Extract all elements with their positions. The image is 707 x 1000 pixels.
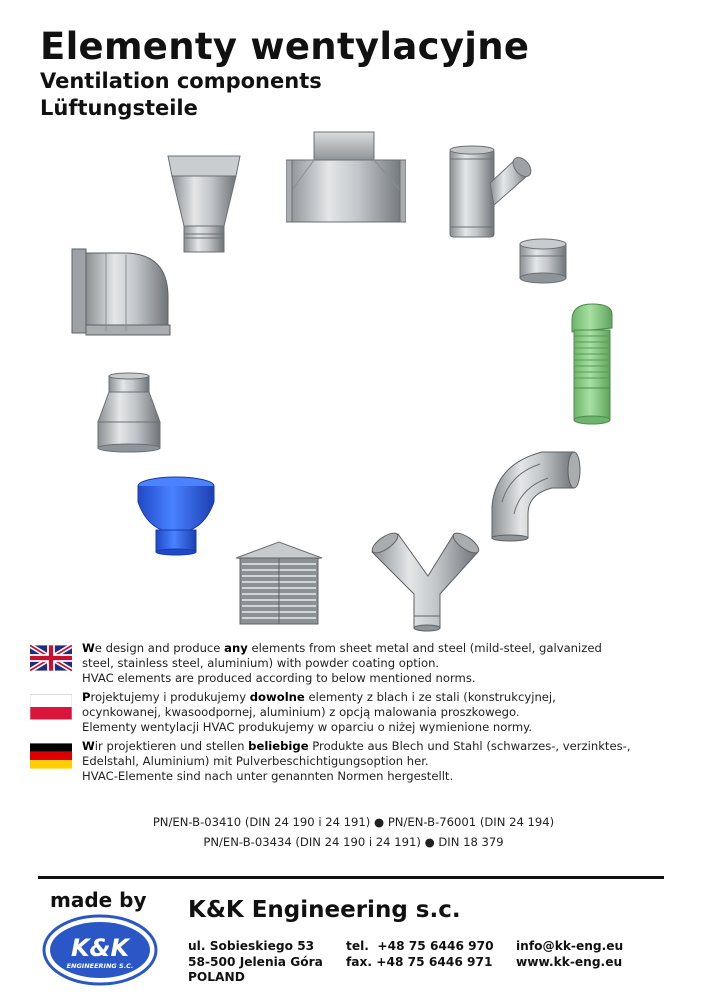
rectangular-elbow-icon [70, 245, 174, 337]
page-title: Elementy wentylacyjne [40, 25, 530, 68]
product-rect-elbow [70, 245, 174, 337]
company-name: K&K Engineering s.c. [188, 897, 461, 923]
round-branch-tee-icon [446, 145, 532, 241]
company-phones: tel. +48 75 6446 970 fax. +48 75 6446 971 [346, 939, 494, 969]
round-segmented-elbow-icon [488, 444, 584, 542]
rectangular-tee-icon [286, 130, 406, 226]
blue-vent-cap-icon [134, 474, 218, 558]
round-coupler-icon [518, 238, 568, 284]
product-rect-round-transition [164, 154, 244, 256]
round-y-branch-icon [368, 530, 482, 634]
footer-divider [38, 876, 664, 879]
rectangular-to-round-transition-icon [164, 154, 244, 256]
company-address: ul. Sobieskiego 53 58-500 Jelenia Góra POLAND [188, 939, 323, 984]
norms-line-1: PN/EN-B-03410 (DIN 24 190 i 24 191) ● PN/EN-B-76001 (DIN 24 194) [152, 815, 555, 829]
product-louvered-box-vent [234, 540, 324, 628]
lang-row-polish [30, 690, 680, 738]
germany-flag-icon [30, 743, 72, 769]
product-green-rooftop-vent [566, 302, 618, 426]
round-reducer-icon [94, 372, 164, 454]
title-block [40, 26, 529, 122]
logo-text: K&K [70, 934, 130, 962]
product-blue-vent-cap [134, 474, 218, 558]
company-web [516, 939, 623, 970]
product-round-branch-tee [446, 145, 532, 241]
product-round-segmented-elbow [488, 444, 584, 542]
poland-flag-icon [30, 694, 72, 720]
louvered-box-vent-icon [234, 540, 324, 628]
green-rooftop-vent-icon [566, 302, 618, 426]
product-round-reducer [94, 372, 164, 454]
product-round-y-branch [368, 530, 482, 634]
lang-row-english [30, 641, 680, 689]
logo-subtext: ENGINEERING S.C. [66, 962, 134, 970]
title-german: Lüftungsteile [40, 96, 198, 120]
made-by-label: made by [50, 888, 147, 912]
kk-logo [42, 914, 158, 986]
product-rect-tee [286, 130, 406, 226]
german-description: Wir projektieren und stellen beliebige Produkte aus Blech und Stahl (schwarzes-, verzinktes-, Edelstahl, Aluminium) mit Pulverbeschichtigungsoption her. HVAC-Elemente sind nach unter genannten Normen hergestellt. [82, 739, 631, 783]
website-link[interactable]: www.kk-eng.eu [516, 954, 623, 969]
english-description: We design and produce any elements from sheet metal and steel (mild-steel, galvanized steel, stainless steel, aluminium) with powder coating option. HVAC elements are produced according to below mentioned norms. [82, 641, 602, 685]
lang-row-german [30, 739, 680, 787]
polish-description: Projektujemy i produkujemy dowolne elementy z blach i ze stali (konstrukcyjnej, ocynkowanej, kwasoodpornej, aluminium) z opcją malowania proszkowego. Elementy wentylacji HVAC produkujemy w oparciu o niżej wymienione normy. [82, 690, 556, 734]
title-english: Ventilation components [40, 69, 322, 93]
uk-flag-icon [30, 645, 72, 671]
norms-line-2: PN/EN-B-03434 (DIN 24 190 i 24 191) ● DIN 18 379 [203, 835, 504, 849]
email-link[interactable]: info@kk-eng.eu [516, 939, 624, 953]
product-round-coupler [518, 238, 568, 284]
